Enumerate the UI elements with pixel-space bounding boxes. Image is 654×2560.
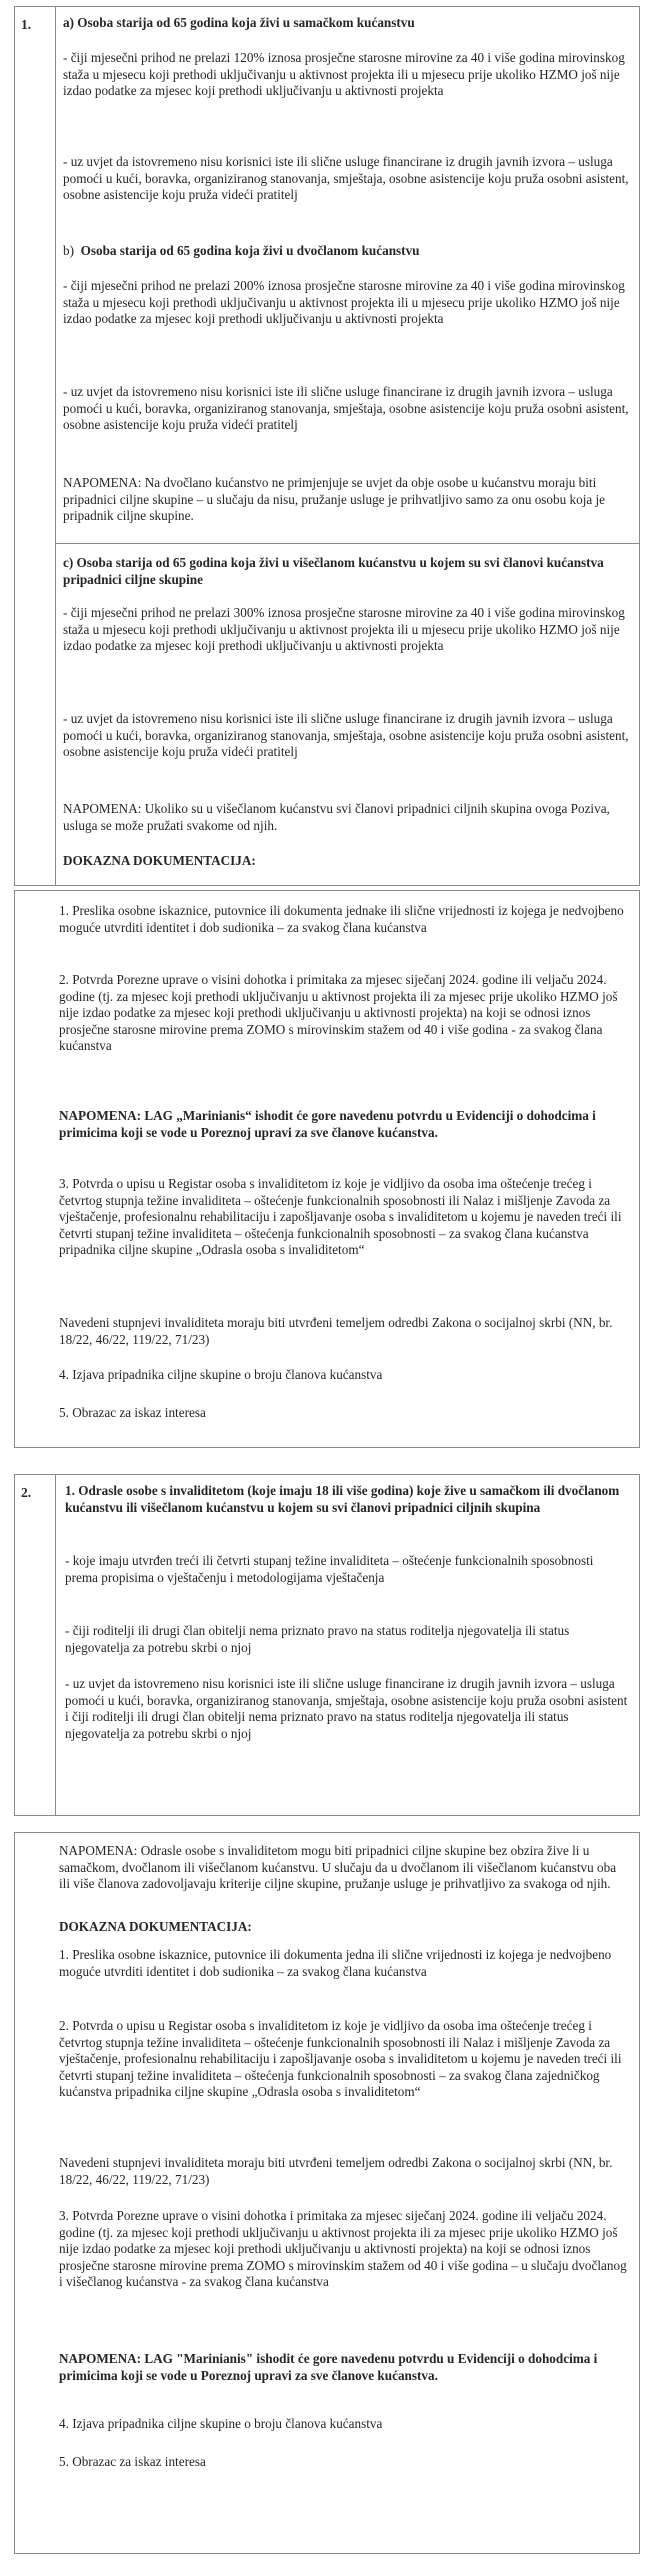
section-2-doc-note: NAPOMENA: LAG "Marinianis" ishodit će gore navedenu potvrdu u Evidenciji o dohodcima i primicima koji se vode u Poreznoj upravi za sve članove kućanstva. bbox=[59, 2351, 598, 2383]
section-2-criterion-1: - koje imaju utvrđen treći ili četvrti stupanj težine invaliditeta – oštećenje funkcionalnih sposobnosti prema propisima o vještačenju i metodologijama vještačenja bbox=[65, 1553, 594, 1585]
section-2-number: 2. bbox=[21, 1485, 32, 1500]
subgroup-b-note: NAPOMENA: Na dvočlano kućanstvo ne primjenjuje se uvjet da obje osobe u kućanstvu moraju biti pripadnici ciljne skupine – u slučaju da nisu, pružanje usluge je prihvatljivo samo za onu osobu koja je pripadnik ciljne skupine. bbox=[63, 475, 606, 524]
section-1-number: 1. bbox=[21, 17, 32, 32]
doc-note: NAPOMENA: LAG „Marinianis“ ishodit će gore navedenu potvrdu u Evidenciji o dohodcima i primicima koji se vode u Poreznoj upravi za sve članove kućanstva. bbox=[59, 1108, 596, 1140]
section-2-criterion-2: - čiji roditelji ili drugi član obitelji nema priznato pravo na status roditelja njegovatelja ili status njegovatelja za potrebu skrbi o njoj bbox=[65, 1623, 570, 1655]
section-1-docs-content bbox=[59, 891, 627, 1447]
section-1-content-c bbox=[63, 7, 629, 885]
subgroup-b-condition: - uz uvjet da istovremeno nisu korisnici iste ili slične usluge financirane iz drugih javnih izvora – usluga pomoći u kući, boravka, organiziranog stanovanja, smještaja, osobne asistencije koju pruža osobni asistent, osobne asistencije koju pruža videći pratitelj bbox=[63, 384, 629, 433]
section-2-number-cell bbox=[15, 1475, 56, 1815]
section-2-table bbox=[14, 1474, 640, 1816]
section-2-doc-5: 5. Obrazac za iskaz interesa bbox=[59, 2454, 206, 2469]
subgroup-c-note: NAPOMENA: Ukoliko su u višečlanom kućanstvu svi članovi pripadnici ciljnih skupina ovoga Poziva, usluga se može pružati svakome od njih. bbox=[63, 801, 610, 833]
subgroup-b-income: - čiji mjesečni prihod ne prelazi 200% iznosa prosječne starosne mirovine za 40 i više godina mirovinskog staža u mjesecu koji prethodi uključivanju u aktivnost projekta ili u mjesecu prije ukoliko HZMO još nije izdao podatke za mjesec koji prethodi uključivanju u aktivnosti projekta bbox=[63, 278, 625, 327]
doc-1: 1. Preslika osobne iskaznice, putovnice ili dokumenta jednake ili slične vrijednosti iz kojega je nedvojbeno moguće utvrditi identitet i dob sudionika – za svakog člana kućanstva bbox=[59, 903, 624, 935]
subgroup-b-title-text: Osoba starija od 65 godina koja živi u dvočlanom kućanstvu bbox=[80, 243, 420, 258]
subgroup-a-title: a) Osoba starija od 65 godina koja živi u samačkom kućanstvu bbox=[63, 15, 415, 30]
section-2-evidence-heading: DOKAZNA DOKUMENTACIJA: bbox=[59, 1919, 252, 1934]
section-2-title: 1. Odrasle osobe s invaliditetom (koje imaju 18 ili više godina) koje žive u samačkom ili dvočlanom kućanstvu ili višečlanom kućanstvu u kojem su svi članovi pripadnici ciljnih skupina bbox=[65, 1483, 620, 1515]
subgroup-c-condition: - uz uvjet da istovremeno nisu korisnici iste ili slične usluge financirane iz drugih javnih izvora – usluga pomoći u kući, boravka, organiziranog stanovanja, smještaja, osobne asistencije koju pruža osobni asistent, osobne asistencije koju pruža videći pratitelj bbox=[63, 711, 629, 760]
section-1-docs-table bbox=[14, 890, 640, 1448]
subgroup-b-prefix: b) bbox=[63, 243, 74, 258]
evidence-heading: DOKAZNA DOKUMENTACIJA: bbox=[63, 853, 256, 868]
doc-3-note: Navedeni stupnjevi invaliditeta moraju biti utvrđeni temeljem odredbi Zakona o socijalnoj skrbi (NN, br. 18/22, 46/22, 119/22, 71/23) bbox=[59, 1315, 613, 1347]
section-2-doc-1: 1. Preslika osobne iskaznice, putovnice ili dokumenta jedna ili slične vrijednosti iz kojega je nedvojbeno moguće utvrditi identitet i dob sudionika – za svakog člana kućanstva bbox=[59, 1947, 612, 1979]
section-1-table bbox=[14, 6, 640, 886]
section-2-docs-content bbox=[59, 1833, 627, 2553]
subgroup-c-income: - čiji mjesečni prihod ne prelazi 300% iznosa prosječne starosne mirovine za 40 i više godina mirovinskog staža u mjesecu koji prethodi uključivanju u aktivnost projekta ili u mjesecu prije ukoliko HZMO još nije izdao podatke za mjesec koji prethodi uključivanju u aktivnosti projekta bbox=[63, 605, 625, 654]
subgroup-c-title: c) Osoba starija od 65 godina koja živi u višečlanom kućanstvu u kojem su svi članovi kućanstva pripadnici ciljne skupine bbox=[63, 555, 604, 587]
section-2-content bbox=[65, 1475, 629, 1815]
section-2-docs-table bbox=[14, 1832, 640, 2554]
section-2-doc-2-note: Navedeni stupnjevi invaliditeta moraju biti utvrđeni temeljem odredbi Zakona o socijalnoj skrbi (NN, br. 18/22, 46/22, 119/22, 71/23) bbox=[59, 2155, 613, 2187]
doc-4: 4. Izjava pripadnika ciljne skupine o broju članova kućanstva bbox=[59, 1367, 383, 1382]
section-2-criterion-3: - uz uvjet da istovremeno nisu korisnici iste ili slične usluge financirane iz drugih javnih izvora – usluga pomoći u kući, boravka, organiziranog stanovanja, smještaja, osobne asistencije koju pruža osobni asistent i čiji roditelji ili drugi član obitelji nema priznato pravo na status roditelja njegovatelja ili status njegovatelja za potrebu skrbi o njoj bbox=[65, 1676, 628, 1741]
doc-5: 5. Obrazac za iskaz interesa bbox=[59, 1405, 206, 1420]
section-2-doc-2: 2. Potvrda o upisu u Registar osoba s invaliditetom iz koje je vidljivo da osoba ima oštećenje trećeg i četvrtog stupnja težine invaliditeta – oštećenje funkcionalnih sposobnosti ili Nalaz i mišljenje Zavoda za vještačenje, profesionalnu rehabilitaciju i zapošljavanje osoba s invaliditetom u kojemu je naveden treći ili četvrti stupanj težine invaliditeta – oštećenja funkcionalnih sposobnosti – za svakog člana zajedničkog kućanstva pripadnika ciljne skupine „Odrasla osoba s invaliditetom“ bbox=[59, 2018, 622, 2100]
section-1-number-cell bbox=[15, 7, 56, 885]
section-2-doc-4: 4. Izjava pripadnika ciljne skupine o broju članova kućanstva bbox=[59, 2416, 383, 2431]
doc-3: 3. Potvrda o upisu u Registar osoba s invaliditetom iz koje je vidljivo da osoba ima oštećenje trećeg i četvrtog stupnja težine invaliditeta – oštećenje funkcionalnih sposobnosti ili Nalaz i mišljenje Zavoda za vještačenje, profesionalnu rehabilitaciju i zapošljavanje osoba s invaliditetom u kojemu je naveden treći ili četvrti stupanj težine invaliditeta – oštećenja funkcionalnih sposobnosti – za svakog člana kućanstva pripadnika ciljne skupine „Odrasla osoba s invaliditetom“ bbox=[59, 1176, 622, 1258]
subgroup-a-income: - čiji mjesečni prihod ne prelazi 120% iznosa prosječne starosne mirovine za 40 i više godina mirovinskog staža u mjesecu koji prethodi uključivanju u aktivnost projekta ili u mjesecu prije ukoliko HZMO još nije izdao podatke za mjesec koji prethodi uključivanju u aktivnosti projekta bbox=[63, 50, 625, 99]
section-2-note: NAPOMENA: Odrasle osobe s invaliditetom mogu biti pripadnici ciljne skupine bez obzira žive li u samačkom, dvočlanom ili višečlanom kućanstvu. U slučaju da u dvočlanom ili višečlanom kućanstvu oba ili više članova zadovoljavaju kriterije ciljne skupine, pružanje usluge je prihvatljivo za svakoga od njih. bbox=[59, 1843, 617, 1892]
doc-2: 2. Potvrda Porezne uprave o visini dohotka i primitaka za mjesec siječanj 2024. godine ili veljaču 2024. godine (tj. za mjesec koji prethodi uključivanju u aktivnost projekta ili za mjesec prije ukoliko HZMO još nije izdao podatke za mjesec koji prethodi uključivanju u aktivnosti projekta) na koji se odnosi iznos prosječne starosne mirovine prema ZOMO s mirovinskim stažem od 40 i više godina - za svakog člana kućanstva bbox=[59, 972, 618, 1054]
section-2-doc-3: 3. Potvrda Porezne uprave o visini dohotka i primitaka za mjesec siječanj 2024. godine ili veljaču 2024. godine (tj. za mjesec koji prethodi uključivanju u aktivnost projekta ili za mjesec prije ukoliko HZMO još nije izdao podatke za mjesec koji prethodi uključivanju u aktivnosti projekta) na koji se odnosi iznos prosječne starosne mirovine prema ZOMO s mirovinskim stažem od 40 i više godina – u slučaju dvočlanog i višečlanog kućanstva - za svakog člana kućanstva bbox=[59, 2208, 627, 2290]
subgroup-a-condition: - uz uvjet da istovremeno nisu korisnici iste ili slične usluge financirane iz drugih javnih izvora – usluga pomoći u kući, boravka, organiziranog stanovanja, smještaja, osobne asistencije koju pruža osobni asistent, osobne asistencije koju pruža videći pratitelj bbox=[63, 154, 629, 203]
